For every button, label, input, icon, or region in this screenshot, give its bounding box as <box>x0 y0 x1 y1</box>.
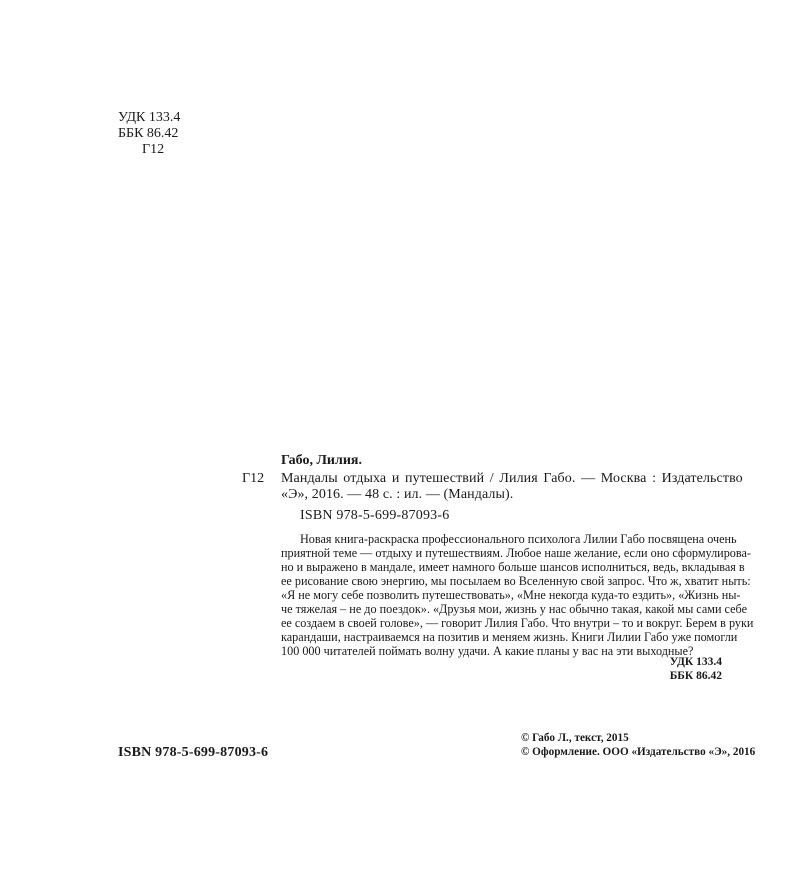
classification-block-top <box>118 110 180 158</box>
annotation <box>281 532 753 658</box>
udk-code: УДК 133.4 <box>118 110 181 125</box>
copyright-block <box>521 731 755 759</box>
title-line-1: Мандалы отдыха и путешествий / Лилия Габо. — Москва : Издательство <box>281 471 743 486</box>
annotation-line: ее рисование свою энергию, мы посылаем во Вселенную свой запрос. Что ж, хватит ныть: <box>281 574 751 588</box>
annotation-line: «Я не могу себе позволить путешествовать», «Мне некогда куда-то ездить», «Жизнь ны- <box>281 588 741 602</box>
annotation-line: че тяжелая – не до поездок». «Друзья мои, жизнь у нас обычно такая, какой мы сами себе <box>281 602 747 616</box>
udk-code-right: УДК 133.4 <box>669 656 722 668</box>
bbk-code: ББК 86.42 <box>118 126 179 141</box>
bbk-code-right: ББК 86.42 <box>669 670 722 682</box>
title-line-2: «Э», 2016. — 48 с. : ил. — (Мандалы). <box>281 487 514 502</box>
isbn-record: ISBN 978-5-699-87093-6 <box>300 508 450 523</box>
isbn-bottom: ISBN 978-5-699-87093-6 <box>118 745 269 760</box>
author-heading: Габо, Лилия. <box>281 453 362 468</box>
annotation-line: ее создаем в своей голове», — говорит Лилия Габо. Что внутри – то и вокруг. Берем в руки <box>281 616 754 630</box>
annotation-line: приятной теме — отдыху и путешествиям. Любое наше желание, если оно сформулирова- <box>281 546 751 560</box>
classification-block-right <box>670 655 722 683</box>
author-mark: Г12 <box>242 471 265 486</box>
annotation-line: Новая книга-раскраска профессионального психолога Лилии Габо посвящена очень <box>300 532 737 546</box>
annotation-line: карандаши, настраиваемся на позитив и меняем жизнь. Книги Лилии Габо уже помогли <box>281 630 738 644</box>
copyright-text: © Габо Л., текст, 2015 <box>521 732 629 744</box>
annotation-line: 100 000 читателей поймать волну удачи. А какие планы у вас на эти выходные? <box>281 644 694 658</box>
copyright-design: © Оформление. ООО «Издательство «Э», 2016 <box>521 746 756 758</box>
annotation-line: но и выражено в мандале, имеет намного больше шансов исполниться, ведь, вкладывая в <box>281 560 745 574</box>
author-index: Г12 <box>142 142 165 157</box>
